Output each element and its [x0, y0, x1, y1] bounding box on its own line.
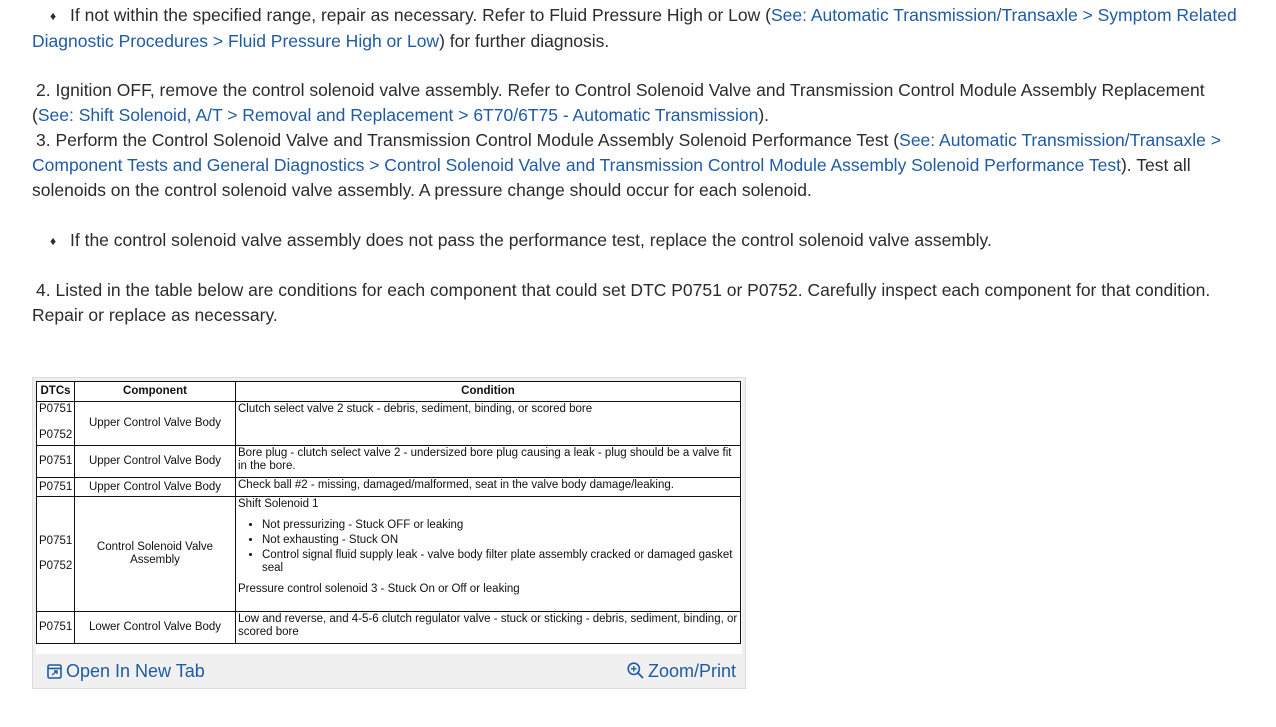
- table-row: [37, 497, 741, 612]
- condition-list-item: • Not pressurizing - Stuck OFF or leaking: [262, 519, 738, 532]
- condition-outro: Pressure control solenoid 3 - Stuck On or Off or leaking: [238, 583, 520, 595]
- open-in-new-tab-label: Open In New Tab: [66, 661, 205, 681]
- component-cell: Lower Control Valve Body: [75, 612, 236, 644]
- table-image: [36, 381, 742, 654]
- zoom-print-label: Zoom/Print: [647, 661, 736, 681]
- bullet-glyph: ♦: [50, 9, 57, 23]
- header-component: Component: [75, 382, 236, 402]
- link-solenoid-performance-test[interactable]: See: Automatic Transmission/Transaxle > Component Tests and General Diagnostics > Control Solenoid Valve and Transmission Control Module Assembly Solenoid Performance Test: [32, 130, 1221, 175]
- table-row: [37, 612, 741, 644]
- dtc-cell: [37, 497, 75, 612]
- dtc-cell: [37, 612, 75, 644]
- condition-list-item: • Control signal fluid supply leak - valve body filter plate assembly cracked or damaged gasket seal: [262, 549, 738, 575]
- dtc-code: P0751: [39, 403, 73, 415]
- step-2-number: 2.: [36, 80, 51, 100]
- step-4: [32, 278, 1247, 328]
- bullet-fluid-pressure: [32, 3, 1247, 54]
- magnifier-plus-icon: [627, 661, 644, 686]
- component-cell: Upper Control Valve Body: [75, 402, 236, 446]
- link-fluid-pressure[interactable]: See: Automatic Transmission/Transaxle > Symptom Related Diagnostic Procedures > Fluid Pressure High or Low: [32, 5, 1237, 51]
- dtc-condition-table: [36, 381, 741, 644]
- header-dtcs: DTCs: [37, 382, 75, 402]
- step-3-number: 3.: [36, 130, 51, 150]
- bullet-glyph: ♦: [50, 234, 57, 248]
- header-condition: Condition: [236, 382, 741, 402]
- para1-text-after: ) for further diagnosis.: [439, 31, 610, 51]
- table-row: [37, 446, 741, 478]
- condition-cell: Check ball #2 - missing, damaged/malformed, seat in the valve body damage/leaking.: [236, 478, 741, 497]
- dtc-cell: [37, 478, 75, 497]
- step-2: [32, 78, 1247, 128]
- condition-intro: Shift Solenoid 1: [238, 498, 319, 510]
- condition-cell: Low and reverse, and 4-5-6 clutch regulator valve - stuck or sticking - debris, sediment, binding, or scored bore: [236, 612, 741, 644]
- component-cell: Control Solenoid Valve Assembly: [75, 497, 236, 612]
- step-2-text-after: ).: [758, 105, 770, 125]
- condition-cell: Bore plug - clutch select valve 2 - undersized bore plug causing a leak - plug should be a valve fit in the bore.: [236, 446, 741, 478]
- link-shift-solenoid[interactable]: See: Shift Solenoid, A/T > Removal and Replacement > 6T70/6T75 - Automatic Transmission: [37, 105, 759, 125]
- dtc-code: P0751: [39, 455, 73, 467]
- open-in-new-tab-button[interactable]: [47, 659, 205, 686]
- dtc-code: P0751: [39, 621, 73, 633]
- bullet-performance-test: [32, 228, 1247, 254]
- condition-cell: Clutch select valve 2 stuck - debris, sediment, binding, or scored bore: [236, 402, 741, 446]
- bullet-performance-test-text: If the control solenoid valve assembly does not pass the performance test, replace the control solenoid valve assembly.: [70, 230, 992, 250]
- table-row: [37, 402, 741, 446]
- dtc-code: P0751: [39, 480, 73, 493]
- step-4-number: 4.: [36, 280, 51, 300]
- figure-footer: [33, 656, 745, 686]
- dtc-code: P0752: [39, 429, 73, 441]
- dtc-cell: [37, 402, 75, 446]
- component-cell: Upper Control Valve Body: [75, 446, 236, 478]
- step-3: [32, 128, 1247, 203]
- table-header-row: [37, 382, 741, 402]
- dtc-code: P0752: [39, 560, 73, 572]
- zoom-print-button[interactable]: [627, 659, 736, 686]
- table-row: [37, 478, 741, 497]
- condition-list-item: • Not exhausting - Stuck ON: [262, 534, 738, 547]
- step-4-text: Listed in the table below are conditions for each component that could set DTC P0751 or P0752. Carefully inspect each component for that condition. Repair or replace as necessary.: [32, 280, 1211, 325]
- dtc-cell: [37, 446, 75, 478]
- step-2-text-before: Ignition OFF, remove the control solenoid valve assembly. Refer to Control Solenoid Valve and Transmission Control Module Assembly Replacement (: [32, 80, 1205, 125]
- condition-cell: [236, 497, 741, 612]
- open-new-tab-icon: [47, 661, 62, 686]
- step-3-text-after: ). Test all solenoids on the control solenoid valve assembly. A pressure change should occur for each solenoid.: [32, 155, 1191, 200]
- step-3-text-before: Perform the Control Solenoid Valve and Transmission Control Module Assembly Solenoid Performance Test (: [55, 130, 900, 150]
- dtc-code: P0751: [39, 535, 73, 547]
- component-cell: Upper Control Valve Body: [75, 478, 236, 497]
- table-figure: [32, 377, 746, 689]
- para1-text-before: If not within the specified range, repair as necessary. Refer to Fluid Pressure High or Low (: [70, 5, 771, 25]
- condition-list: [238, 519, 738, 575]
